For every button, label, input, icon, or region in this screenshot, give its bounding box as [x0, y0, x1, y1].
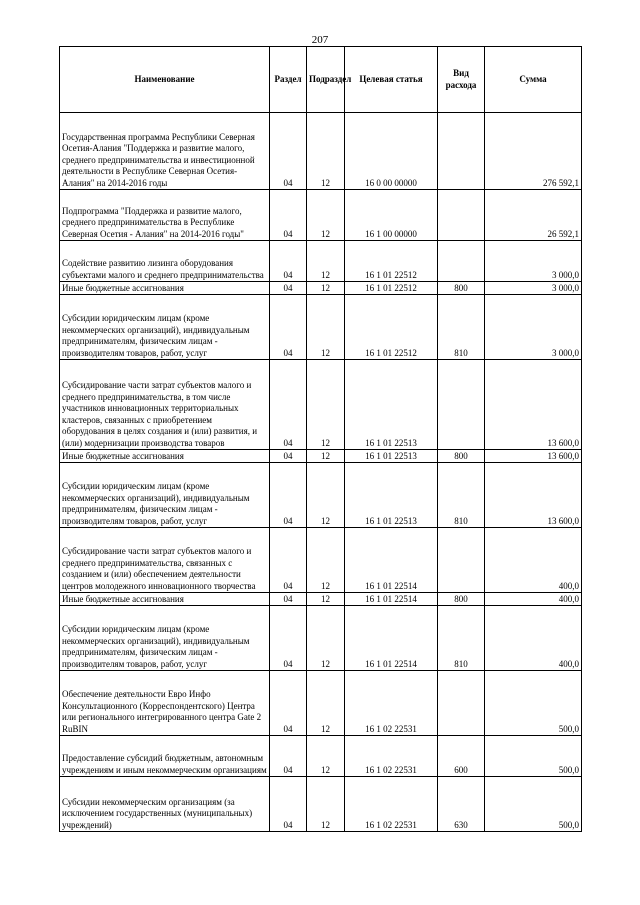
row-statya: 16 1 01 22512 — [345, 241, 438, 282]
row-name: Предоставление субсидий бюджетным, автономным учреждениям и иным некоммерческим организациям — [60, 736, 270, 777]
row-podrazdel: 12 — [307, 113, 345, 190]
row-name: Иные бюджетные ассигнования — [60, 282, 270, 295]
row-statya: 16 1 01 22512 — [345, 295, 438, 360]
row-vid — [438, 671, 485, 736]
row-razdel: 04 — [270, 463, 307, 528]
row-name: Субсидии некоммерческим организациям (за исключением государственных (муниципальных) учреждений) — [60, 777, 270, 832]
row-vid — [438, 528, 485, 593]
row-vid: 810 — [438, 295, 485, 360]
row-vid: 800 — [438, 593, 485, 606]
row-summa: 13 600,0 — [485, 360, 582, 450]
row-razdel: 04 — [270, 241, 307, 282]
table-row — [60, 360, 582, 450]
row-podrazdel: 12 — [307, 593, 345, 606]
budget-table — [59, 46, 582, 832]
table-header-row — [60, 47, 582, 113]
row-podrazdel: 12 — [307, 190, 345, 241]
table-row — [60, 777, 582, 832]
table-row — [60, 295, 582, 360]
row-name: Содействие развитию лизинга оборудования субъектами малого и среднего предпринимательства — [60, 241, 270, 282]
row-name: Обеспечение деятельности Евро Инфо Консультационного (Корреспондентского) Центра или регионального интегрированного центра Gate 2 RuBIN — [60, 671, 270, 736]
row-statya: 16 1 01 22514 — [345, 528, 438, 593]
row-razdel: 04 — [270, 360, 307, 450]
header-statya: Целевая статья — [345, 47, 438, 113]
row-statya: 16 1 01 22514 — [345, 606, 438, 671]
row-summa: 3 000,0 — [485, 241, 582, 282]
table-row — [60, 113, 582, 190]
row-name: Подпрограмма "Поддержка и развитие малого, среднего предпринимательства в Республике Северная Осетия - Алания" на 2014-2016 годы" — [60, 190, 270, 241]
row-razdel: 04 — [270, 528, 307, 593]
page-number: 207 — [311, 34, 329, 46]
table-row — [60, 463, 582, 528]
row-name: Субсидирование части затрат субъектов малого и среднего предпринимательства, связанных с созданием и (или) обеспечением деятельности центров молодежного инновационного творчества — [60, 528, 270, 593]
row-podrazdel: 12 — [307, 241, 345, 282]
row-summa: 276 592,1 — [485, 113, 582, 190]
row-statya: 16 1 01 22512 — [345, 282, 438, 295]
row-summa: 13 600,0 — [485, 450, 582, 463]
row-razdel: 04 — [270, 113, 307, 190]
row-summa: 400,0 — [485, 528, 582, 593]
row-razdel: 04 — [270, 606, 307, 671]
row-statya: 16 1 02 22531 — [345, 736, 438, 777]
row-vid: 600 — [438, 736, 485, 777]
row-name: Субсидирование части затрат субъектов малого и среднего предпринимательства, в том числе участников инновационных территориальных кластеров, связанных с приобретением оборудования в целях создания и (или) развития, и (или) модернизации производства товаров — [60, 360, 270, 450]
row-podrazdel: 12 — [307, 360, 345, 450]
table-row — [60, 736, 582, 777]
row-vid: 800 — [438, 450, 485, 463]
row-summa: 13 600,0 — [485, 463, 582, 528]
row-razdel: 04 — [270, 736, 307, 777]
table-row — [60, 450, 582, 463]
row-vid — [438, 190, 485, 241]
row-vid: 810 — [438, 606, 485, 671]
row-summa: 3 000,0 — [485, 295, 582, 360]
row-podrazdel: 12 — [307, 528, 345, 593]
row-razdel: 04 — [270, 671, 307, 736]
row-summa: 500,0 — [485, 736, 582, 777]
row-summa: 500,0 — [485, 777, 582, 832]
table-row — [60, 593, 582, 606]
table-row — [60, 606, 582, 671]
row-statya: 16 1 02 22531 — [345, 777, 438, 832]
row-podrazdel: 12 — [307, 463, 345, 528]
row-razdel: 04 — [270, 450, 307, 463]
row-statya: 16 1 01 22513 — [345, 360, 438, 450]
row-podrazdel: 12 — [307, 671, 345, 736]
table-row — [60, 282, 582, 295]
row-name: Иные бюджетные ассигнования — [60, 593, 270, 606]
row-summa: 400,0 — [485, 593, 582, 606]
row-name: Государственная программа Республики Северная Осетия-Алания "Поддержка и развитие малого, среднего предпринимательства и инвестиционной деятельности в Республике Северная Осетия-Алания" на 2014-2016 годы — [60, 113, 270, 190]
row-podrazdel: 12 — [307, 295, 345, 360]
row-statya: 16 1 02 22531 — [345, 671, 438, 736]
header-vid: Вид расхода — [438, 47, 485, 113]
row-name: Субсидии юридическим лицам (кроме некоммерческих организаций), индивидуальным предпринимателям, физическим лицам - производителям товаров, работ, услуг — [60, 295, 270, 360]
row-statya: 16 1 00 00000 — [345, 190, 438, 241]
table-row — [60, 190, 582, 241]
header-name: Наименование — [60, 47, 270, 113]
row-summa: 3 000,0 — [485, 282, 582, 295]
row-statya: 16 1 01 22513 — [345, 450, 438, 463]
row-vid: 630 — [438, 777, 485, 832]
row-podrazdel: 12 — [307, 777, 345, 832]
row-name: Субсидии юридическим лицам (кроме некоммерческих организаций), индивидуальным предпринимателям, физическим лицам - производителям товаров, работ, услуг — [60, 606, 270, 671]
row-vid: 800 — [438, 282, 485, 295]
header-podrazdel: Подраздел — [307, 47, 345, 113]
row-razdel: 04 — [270, 282, 307, 295]
table-row — [60, 528, 582, 593]
row-podrazdel: 12 — [307, 450, 345, 463]
row-statya: 16 1 01 22514 — [345, 593, 438, 606]
row-razdel: 04 — [270, 295, 307, 360]
table-row — [60, 241, 582, 282]
row-name: Иные бюджетные ассигнования — [60, 450, 270, 463]
row-summa: 500,0 — [485, 671, 582, 736]
row-podrazdel: 12 — [307, 282, 345, 295]
row-razdel: 04 — [270, 190, 307, 241]
header-summa: Сумма — [485, 47, 582, 113]
row-summa: 400,0 — [485, 606, 582, 671]
row-statya: 16 1 01 22513 — [345, 463, 438, 528]
row-podrazdel: 12 — [307, 606, 345, 671]
row-vid — [438, 241, 485, 282]
row-podrazdel: 12 — [307, 736, 345, 777]
row-statya: 16 0 00 00000 — [345, 113, 438, 190]
row-vid — [438, 113, 485, 190]
row-name: Субсидии юридическим лицам (кроме некоммерческих организаций), индивидуальным предпринимателям, физическим лицам - производителям товаров, работ, услуг — [60, 463, 270, 528]
row-razdel: 04 — [270, 593, 307, 606]
row-vid — [438, 360, 485, 450]
row-vid: 810 — [438, 463, 485, 528]
table-row — [60, 671, 582, 736]
row-summa: 26 592,1 — [485, 190, 582, 241]
row-razdel: 04 — [270, 777, 307, 832]
header-razdel: Раздел — [270, 47, 307, 113]
